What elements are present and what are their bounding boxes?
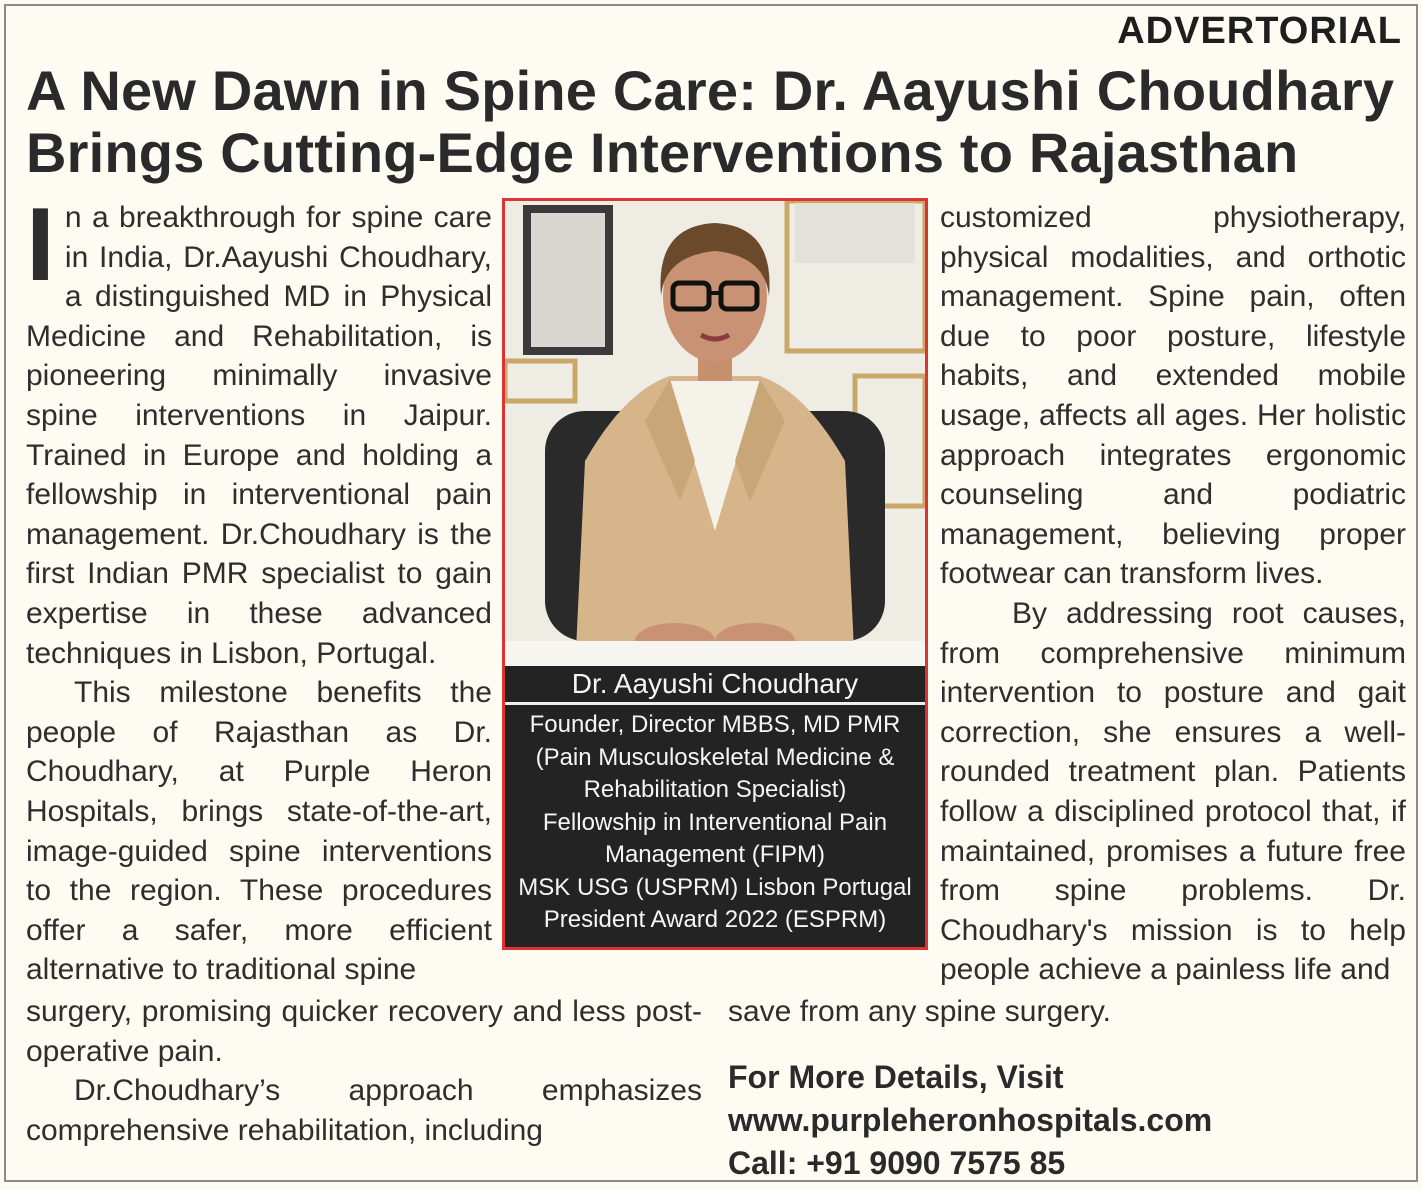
paragraph-2-continued: surgery, promising quicker recovery and less post-operative pain. — [26, 995, 702, 1068]
contact-heading: For More Details, Visit — [728, 1059, 1064, 1095]
advertorial-label: ADVERTORIAL — [1117, 10, 1402, 52]
contact-block — [728, 1056, 1408, 1182]
paragraph-4-continued: save from any spine surgery. — [728, 995, 1111, 1028]
caption-line: Founder, Director MBBS, MD PMR — [529, 711, 901, 738]
paragraph-1: n a breakthrough for spine care in India, Dr.Aayushi Choudhary, a distinguished MD in Physical Medicine and Rehabilitation, is pioneering minimally invasive spine interventions in Jaipur. Trained in Europe and holding a fellowship in interventional pain management. Dr.Choudhary is the first Indian PMR specialist to gain expertise in these advanced techniques in Lisbon, Portugal. — [26, 201, 492, 670]
article-column-right — [940, 198, 1406, 990]
doctor-portrait-image — [505, 201, 925, 666]
caption-line: Management (FIPM) — [604, 841, 826, 868]
doctor-photo-frame — [502, 198, 928, 950]
headline: A New Dawn in Spine Care: Dr. Aayushi Choudhary Brings Cutting-Edge Interventions to Rajasthan — [26, 59, 1395, 184]
article-column-bottom — [26, 992, 702, 1150]
website-link[interactable]: www.purpleheronhospitals.com — [728, 1102, 1213, 1138]
photo-caption — [505, 666, 925, 947]
phone-number[interactable]: Call: +91 9090 7575 85 — [728, 1145, 1066, 1181]
caption-line: MSK USG (USPRM) Lisbon Portugal — [518, 873, 912, 901]
caption-line: President Award 2022 (ESPRM) — [543, 906, 887, 933]
drop-cap: I — [26, 187, 55, 303]
advertorial-page — [4, 4, 1418, 1182]
caption-line: Fellowship in Interventional Pain — [542, 808, 888, 836]
article-column-left — [26, 187, 492, 990]
paragraph-3-continued: customized physiotherapy, physical modalities, and orthotic management. Spine pain, often due to poor posture, lifestyle habits, and extended mobile usage, affects all ages. Her holistic approach integrates ergonomic counseling and podiatric management, believing proper footwear can transform lives. — [940, 201, 1406, 591]
caption-line: (Pain Musculoskeletal Medicine & — [535, 743, 895, 771]
paragraph-4: By addressing root causes, from comprehensive minimum intervention to posture and gait correction, she ensures a well-rounded treatment plan. Patients follow a disciplined protocol that, if maintained, promises a future free from spine problems. Dr. Choudhary's mission is to help people achieve a painless life and — [940, 596, 1406, 987]
paragraph-3: Dr.Choudhary’s approach emphasizes comprehensive rehabilitation, including — [26, 1074, 702, 1147]
paragraph-2: This milestone benefits the people of Rajasthan as Dr. Choudhary, at Purple Heron Hospitals, brings state-of-the-art, image-guided spine interventions to the region. These procedures offer a safer, more efficient alternative to traditional spine — [26, 676, 492, 987]
caption-name: Dr. Aayushi Choudhary — [571, 668, 859, 699]
caption-line: Rehabilitation Specialist) — [583, 776, 847, 803]
caption-divider — [505, 702, 925, 705]
article-column-right-end — [728, 992, 1408, 1032]
